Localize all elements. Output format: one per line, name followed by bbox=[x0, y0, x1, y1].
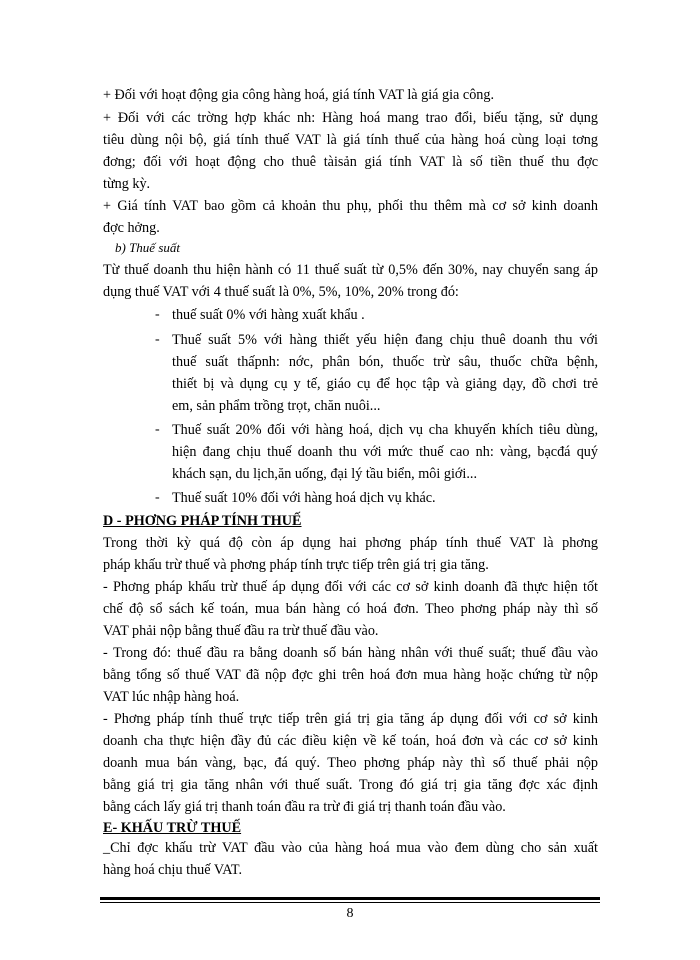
paragraph-line: - Phơng pháp khấu trừ thuế áp dụng đối với các cơ sở kinh doanh đã thực hiện tốt bbox=[103, 579, 598, 595]
bullet-line: Thuế suất 20% đối với hàng hoá, dịch vụ cha khuyến khích tiêu dùng, bbox=[172, 422, 598, 438]
paragraph-line: - Trong đó: thuế đầu ra bằng doanh số bán hàng nhân với thuế suất; thuế đầu vào bbox=[103, 645, 598, 661]
bullet-dash: - bbox=[155, 332, 160, 347]
bullet-dash: - bbox=[155, 490, 160, 505]
bullet-line: Thuế suất 10% đối với hàng hoá dịch vụ khác. bbox=[172, 490, 436, 506]
paragraph-line: + Giá tính VAT bao gồm cả khoản thu phụ, phối thu thêm mà cơ sở kinh doanh bbox=[103, 198, 598, 214]
bullet-line: hiện đang chịu thuế doanh thu với mức thuế cao nh: vàng, bạcđá quý bbox=[172, 444, 598, 460]
paragraph-line: bằng cách lấy giá trị thanh toán đầu ra trừ đi giá trị thanh toán đầu vào. bbox=[103, 799, 506, 815]
paragraph-line: từng kỳ. bbox=[103, 176, 151, 192]
bullet-line: thuế suất 0% với hàng xuất khẩu . bbox=[172, 307, 365, 323]
paragraph-line: Trong thời kỳ quá độ còn áp dụng hai phơng pháp tính thuế VAT là phơng bbox=[103, 535, 598, 551]
paragraph-line: VAT phải nộp bằng thuế đầu ra trừ thuế đầu vào. bbox=[103, 623, 379, 639]
bullet-line: khách sạn, du lịch,ăn uống, đại lý tầu biển, môi giới... bbox=[172, 466, 477, 482]
bullet-dash: - bbox=[155, 307, 160, 322]
paragraph-line: + Đối với hoạt động gia công hàng hoá, giá tính VAT là giá gia công. bbox=[103, 87, 495, 103]
section-heading-d: D - PHƠNG PHÁP TÍNH THUẾ bbox=[103, 513, 302, 529]
paragraph-line: bằng giá trị gia tăng nhân với thuế suất. Trong đó giá trị gia tăng đợc xác định bbox=[103, 777, 598, 793]
paragraph-line: tiêu dùng nội bộ, giá tính thuế VAT là giá tính thuế của hàng hoá cùng loại tơng bbox=[103, 132, 598, 148]
paragraph-line: đơng; đối với hoạt động cho thuê tàisản giá tính VAT là số tiền thuế thu đợc bbox=[103, 154, 598, 170]
footer-rule-thin bbox=[100, 902, 600, 903]
paragraph-line: + Đối với các trờng hợp khác nh: Hàng hoá mang trao đổi, biếu tặng, sử dụng bbox=[103, 110, 598, 126]
subsection-heading-b: b) Thuế suất bbox=[115, 240, 180, 255]
paragraph-line: bằng tổng số thuế VAT đã nộp đợc ghi trên hoá đơn mua hàng hoặc chứng từ nộp bbox=[103, 667, 598, 683]
page-number: 8 bbox=[346, 906, 354, 921]
paragraph-line: hàng hoá chịu thuế VAT. bbox=[103, 862, 243, 878]
bullet-line: thiết bị và dụng cụ y tế, giáo cụ để học tập và giảng dạy, đồ chơi trẻ bbox=[172, 376, 598, 392]
paragraph-line: đợc hởng. bbox=[103, 220, 160, 236]
bullet-line: Thuế suất 5% với hàng thiết yếu hiện đang chịu thuê doanh thu với bbox=[172, 332, 598, 348]
paragraph-line: dụng thuế VAT với 4 thuế suất là 0%, 5%, 10%, 20% trong đó: bbox=[103, 284, 459, 300]
paragraph-line: doanh cha thực hiện đầy đủ các điều kiện về kế toán, hoá đơn và các cơ sở kinh bbox=[103, 733, 598, 749]
paragraph-line: - Phơng pháp tính thuế trực tiếp trên giá trị gia tăng áp dụng đối với cơ sở kinh bbox=[103, 711, 598, 727]
paragraph-line: chế độ sổ sách kế toán, mua bán hàng có hoá đơn. Theo phơng pháp này thì số bbox=[103, 601, 598, 617]
paragraph-line: VAT lúc nhập hàng hoá. bbox=[103, 689, 240, 705]
section-heading-e: E- KHẤU TRỪ THUẾ bbox=[103, 820, 242, 836]
footer-rule-thick bbox=[100, 897, 600, 900]
paragraph-line: _Chỉ đợc khấu trừ VAT đầu vào của hàng hoá mua vào đem dùng cho sản xuất bbox=[103, 840, 598, 856]
bullet-line: em, sản phẩm trồng trọt, chăn nuôi... bbox=[172, 398, 381, 414]
bullet-line: thuế suất thấpnh: nớc, phân bón, thuốc trừ sâu, thuốc chữa bệnh, bbox=[172, 354, 598, 370]
paragraph-line: Từ thuế doanh thu hiện hành có 11 thuế suất từ 0,5% đến 30%, nay chuyển sang áp bbox=[103, 262, 598, 278]
bullet-dash: - bbox=[155, 422, 160, 437]
paragraph-line: doanh mua bán vàng, bạc, đá quý. Theo phơng pháp này thì số thuế phải nộp bbox=[103, 755, 598, 771]
paragraph-line: pháp khấu trừ thuế và phơng pháp tính trực tiếp trên giá trị gia tăng. bbox=[103, 557, 489, 573]
